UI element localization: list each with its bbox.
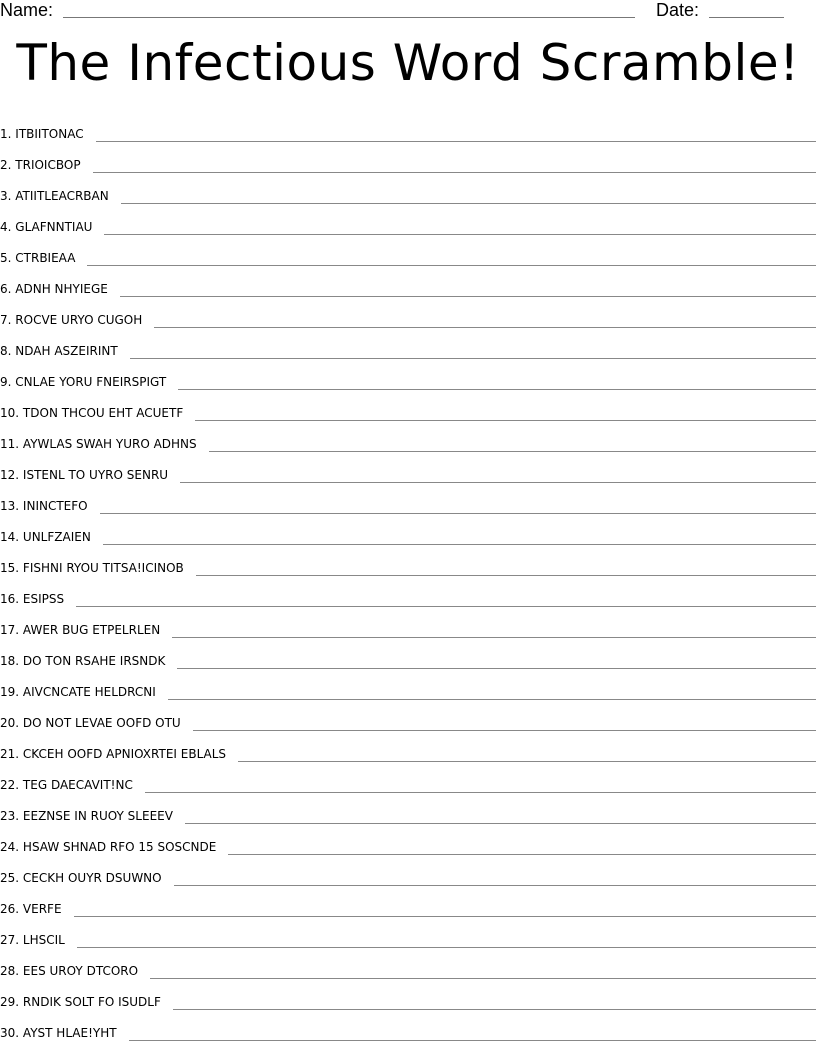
- answer-line: [76, 606, 816, 607]
- item-text: UNLFZAIEN: [22, 530, 91, 544]
- answer-line: [121, 203, 816, 204]
- item-text: DO NOT LEVAE OOFD OTU: [22, 716, 181, 730]
- scrambled-word: [0, 809, 173, 825]
- item-number: 20 .: [0, 716, 23, 730]
- item-number: 2 .: [0, 158, 15, 172]
- list-item: [0, 360, 816, 391]
- item-number: 19 .: [0, 685, 23, 699]
- list-item: [0, 174, 816, 205]
- item-text: ATIITLEACRBAN: [15, 189, 109, 203]
- item-text: TRIOICBOP: [15, 158, 81, 172]
- item-text: ADNH NHYIEGE: [15, 282, 108, 296]
- answer-line: [145, 792, 816, 793]
- date-label: Date:: [656, 0, 700, 20]
- scrambled-word: [0, 189, 109, 205]
- answer-line: [174, 885, 816, 886]
- answer-line: [196, 575, 816, 576]
- item-text: EEZNSE IN RUOY SLEEEV: [22, 809, 173, 823]
- scrambled-word: [0, 375, 166, 391]
- scrambled-word: [0, 902, 62, 918]
- scrambled-word: [0, 468, 168, 484]
- scrambled-word: [0, 406, 183, 422]
- list-item: [0, 825, 816, 856]
- item-number: 27 .: [0, 933, 23, 947]
- item-number: 24 .: [0, 840, 23, 854]
- list-item: [0, 701, 816, 732]
- scrambled-word: [0, 623, 160, 639]
- scrambled-word: [0, 344, 118, 360]
- item-number: 10 .: [0, 406, 23, 420]
- answer-line: [209, 451, 816, 452]
- scrambled-word: [0, 1026, 117, 1042]
- list-item: [0, 949, 816, 980]
- scrambled-word: [0, 654, 165, 670]
- scrambled-word: [0, 995, 161, 1011]
- scrambled-word: [0, 840, 216, 856]
- item-text: CNLAE YORU FNEIRSPIGT: [15, 375, 167, 389]
- answer-line: [130, 358, 816, 359]
- answer-line: [100, 513, 816, 514]
- item-number: 7 .: [0, 313, 15, 327]
- item-text: EES UROY DTCORO: [22, 964, 139, 978]
- list-item: [0, 763, 816, 794]
- item-text: ROCVE URYO CUGOH: [15, 313, 143, 327]
- list-item: [0, 608, 816, 639]
- list-item: [0, 236, 816, 267]
- scrambled-word: [0, 933, 65, 949]
- list-item: [0, 484, 816, 515]
- name-answer-line: [63, 17, 635, 18]
- answer-line: [195, 420, 816, 421]
- item-text: AYWLAS SWAH YURO ADHNS: [22, 437, 197, 451]
- list-item: [0, 329, 816, 360]
- date-answer-line: [709, 17, 784, 18]
- item-text: HSAW SHNAD RFO 15 SOSCNDE: [22, 840, 217, 854]
- list-item: [0, 918, 816, 949]
- answer-line: [168, 699, 816, 700]
- answer-line: [177, 668, 816, 669]
- list-item: [0, 546, 816, 577]
- answer-line: [154, 327, 816, 328]
- item-text: ININCTEFO: [22, 499, 88, 513]
- item-number: 15 .: [0, 561, 23, 575]
- item-number: 26 .: [0, 902, 23, 916]
- list-item: [0, 453, 816, 484]
- item-number: 13 .: [0, 499, 23, 513]
- list-item: [0, 887, 816, 918]
- scrambled-word: [0, 964, 138, 980]
- item-number: 1 .: [0, 127, 15, 141]
- item-number: 11 .: [0, 437, 23, 451]
- item-number: 29 .: [0, 995, 23, 1009]
- answer-line: [87, 265, 816, 266]
- scrambled-word: [0, 127, 84, 143]
- scrambled-word: [0, 282, 108, 298]
- scrambled-word: [0, 685, 156, 701]
- answer-line: [228, 854, 816, 855]
- answer-line: [173, 1009, 816, 1010]
- item-text: CKCEH OOFD APNIOXRTEI EBLALS: [22, 747, 227, 761]
- answer-line: [193, 730, 816, 731]
- answer-line: [77, 947, 816, 948]
- list-item: [0, 267, 816, 298]
- list-item: [0, 515, 816, 546]
- item-text: RNDIK SOLT FO ISUDLF: [22, 995, 161, 1009]
- item-text: ISTENL TO UYRO SENRU: [22, 468, 169, 482]
- list-item: [0, 980, 816, 1011]
- item-text: CTRBIEAA: [15, 251, 76, 265]
- scrambled-word: [0, 778, 133, 794]
- item-number: 8 .: [0, 344, 15, 358]
- list-item: [0, 670, 816, 701]
- scrambled-word: [0, 437, 197, 453]
- answer-line: [185, 823, 816, 824]
- scrambled-word: [0, 313, 142, 329]
- answer-line: [238, 761, 816, 762]
- list-item: [0, 732, 816, 763]
- item-number: 9 .: [0, 375, 15, 389]
- answer-line: [74, 916, 816, 917]
- answer-line: [180, 482, 816, 483]
- answer-line: [96, 141, 816, 142]
- item-text: AWER BUG ETPELRLEN: [22, 623, 161, 637]
- scrambled-word: [0, 592, 64, 608]
- page-title: The Infectious Word Scramble!: [16, 34, 800, 92]
- list-item: [0, 1011, 816, 1042]
- item-text: LHSCIL: [22, 933, 65, 947]
- list-item: [0, 577, 816, 608]
- answer-line: [93, 172, 816, 173]
- item-text: FISHNI RYOU TITSA!ICINOB: [22, 561, 184, 575]
- item-number: 18 .: [0, 654, 23, 668]
- item-text: CECKH OUYR DSUWNO: [22, 871, 162, 885]
- scrambled-word: [0, 499, 88, 515]
- item-text: ESIPSS: [22, 592, 65, 606]
- item-number: 16 .: [0, 592, 23, 606]
- list-item: [0, 422, 816, 453]
- item-number: 5 .: [0, 251, 15, 265]
- scrambled-word: [0, 220, 92, 236]
- list-item: [0, 639, 816, 670]
- item-number: 28 .: [0, 964, 23, 978]
- answer-line: [178, 389, 816, 390]
- scramble-list: [0, 112, 816, 1042]
- list-item: [0, 856, 816, 887]
- scrambled-word: [0, 747, 226, 763]
- item-text: ITBIITONAC: [15, 127, 84, 141]
- item-text: GLAFNNTIAU: [15, 220, 93, 234]
- answer-line: [172, 637, 816, 638]
- item-number: 23 .: [0, 809, 23, 823]
- list-item: [0, 298, 816, 329]
- list-item: [0, 794, 816, 825]
- scrambled-word: [0, 251, 75, 267]
- list-item: [0, 112, 816, 143]
- scrambled-word: [0, 871, 162, 887]
- item-number: 17 .: [0, 623, 23, 637]
- header-row: [0, 0, 816, 24]
- scrambled-word: [0, 561, 184, 577]
- item-number: 4 .: [0, 220, 15, 234]
- item-number: 21 .: [0, 747, 23, 761]
- answer-line: [150, 978, 816, 979]
- item-text: TDON THCOU EHT ACUETF: [22, 406, 184, 420]
- item-number: 12 .: [0, 468, 23, 482]
- name-label: Name:: [0, 0, 54, 20]
- item-text: TEG DAECAVIT!NC: [22, 778, 133, 792]
- answer-line: [104, 234, 816, 235]
- item-number: 25 .: [0, 871, 23, 885]
- answer-line: [103, 544, 816, 545]
- answer-line: [120, 296, 816, 297]
- list-item: [0, 391, 816, 422]
- list-item: [0, 205, 816, 236]
- item-number: 3 .: [0, 189, 15, 203]
- item-number: 6 .: [0, 282, 15, 296]
- item-number: 22 .: [0, 778, 23, 792]
- list-item: [0, 143, 816, 174]
- item-text: VERFE: [22, 902, 62, 916]
- item-text: AYST HLAE!YHT: [22, 1026, 117, 1040]
- item-number: 30 .: [0, 1026, 23, 1040]
- item-text: DO TON RSAHE IRSNDK: [22, 654, 166, 668]
- scrambled-word: [0, 158, 81, 174]
- item-text: AIVCNCATE HELDRCNI: [22, 685, 156, 699]
- item-number: 14 .: [0, 530, 23, 544]
- scrambled-word: [0, 716, 181, 732]
- item-text: NDAH ASZEIRINT: [15, 344, 118, 358]
- scrambled-word: [0, 530, 91, 546]
- answer-line: [129, 1040, 816, 1041]
